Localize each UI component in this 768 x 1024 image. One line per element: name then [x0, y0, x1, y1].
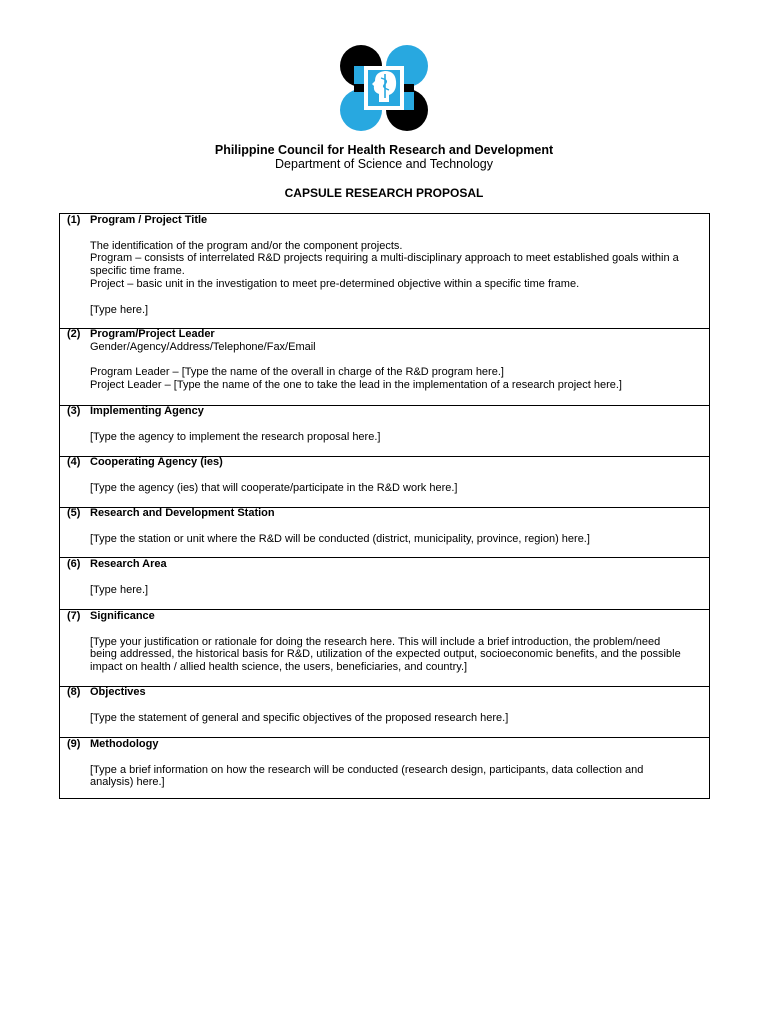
section-number: (9) [67, 738, 81, 750]
placeholder-field[interactable]: [Type a brief information on how the research will be conducted (research design, participants, data collection and analysis) here.] [90, 763, 644, 789]
section-number: (5) [67, 507, 81, 519]
section-title: Significance [90, 610, 155, 622]
section-program-leader [60, 329, 709, 406]
section-title: Implementing Agency [90, 405, 204, 417]
section-text [90, 227, 681, 240]
placeholder-field[interactable]: [Type the agency (ies) that will cooperate/participate in the R&D work here.] [90, 481, 458, 494]
placeholder-field[interactable]: [Type here.] [90, 303, 149, 316]
placeholder-field[interactable]: [Type the agency to implement the research proposal here.] [90, 430, 381, 443]
placeholder-field[interactable]: [Type your justification or rationale for doing the research here. This will include a brief introduction, the problem/need being addressed, the historical basis for R&D, utilization of the expected output, socioeconomic benefits, and the possible impact on health / allied health science, the users, beneficiaries, and country.] [90, 635, 681, 674]
section-rd-station [60, 508, 709, 558]
section-text: Project – basic unit in the investigation to meet pre-determined objective within a specific time frame. [90, 277, 580, 290]
placeholder-field[interactable]: [Type the station or unit where the R&D will be conducted (district, municipality, province, region) here.] [90, 532, 590, 545]
section-number: (7) [67, 610, 81, 622]
section-significance [60, 610, 709, 687]
section-number: (4) [67, 456, 81, 468]
organization-name: Philippine Council for Health Research and Development [214, 143, 554, 157]
section-text: The identification of the program and/or the component projects. [90, 239, 403, 252]
section-title: Cooperating Agency (ies) [90, 456, 223, 468]
section-number: (6) [67, 558, 81, 570]
section-title: Research Area [90, 558, 167, 570]
section-number: (1) [67, 214, 81, 226]
department-name: Department of Science and Technology [275, 157, 493, 171]
section-cooperating-agency [60, 457, 709, 508]
section-methodology [60, 738, 709, 799]
section-text: Gender/Agency/Address/Telephone/Fax/Email [90, 340, 316, 353]
section-number: (8) [67, 686, 81, 698]
placeholder-field[interactable]: [Type the statement of general and specific objectives of the proposed research here.] [90, 711, 509, 724]
section-title: Program / Project Title [90, 214, 208, 226]
section-number: (2) [67, 328, 81, 340]
placeholder-field[interactable]: Project Leader – [Type the name of the one to take the lead in the implementation of a research project here.] [90, 379, 622, 392]
section-title: Program/Project Leader [90, 328, 215, 340]
section-title: Methodology [90, 738, 159, 750]
placeholder-field[interactable]: Program Leader – [Type the name of the overall in charge of the R&D program here.] [90, 366, 504, 379]
section-program-title [60, 214, 709, 329]
section-implementing-agency [60, 406, 709, 457]
section-research-area [60, 558, 709, 610]
pchrd-logo-icon [337, 44, 431, 132]
proposal-form [59, 213, 710, 799]
section-text: Program – consists of interrelated R&D projects requiring a multi-disciplinary approach to meet established goals within a specific time frame. [90, 252, 679, 278]
section-title: Research and Development Station [90, 507, 275, 519]
section-title: Objectives [90, 686, 146, 698]
section-objectives [60, 687, 709, 738]
placeholder-field[interactable]: [Type here.] [90, 583, 149, 596]
document-title: CAPSULE RESEARCH PROPOSAL [284, 186, 484, 200]
section-number: (3) [67, 405, 81, 417]
